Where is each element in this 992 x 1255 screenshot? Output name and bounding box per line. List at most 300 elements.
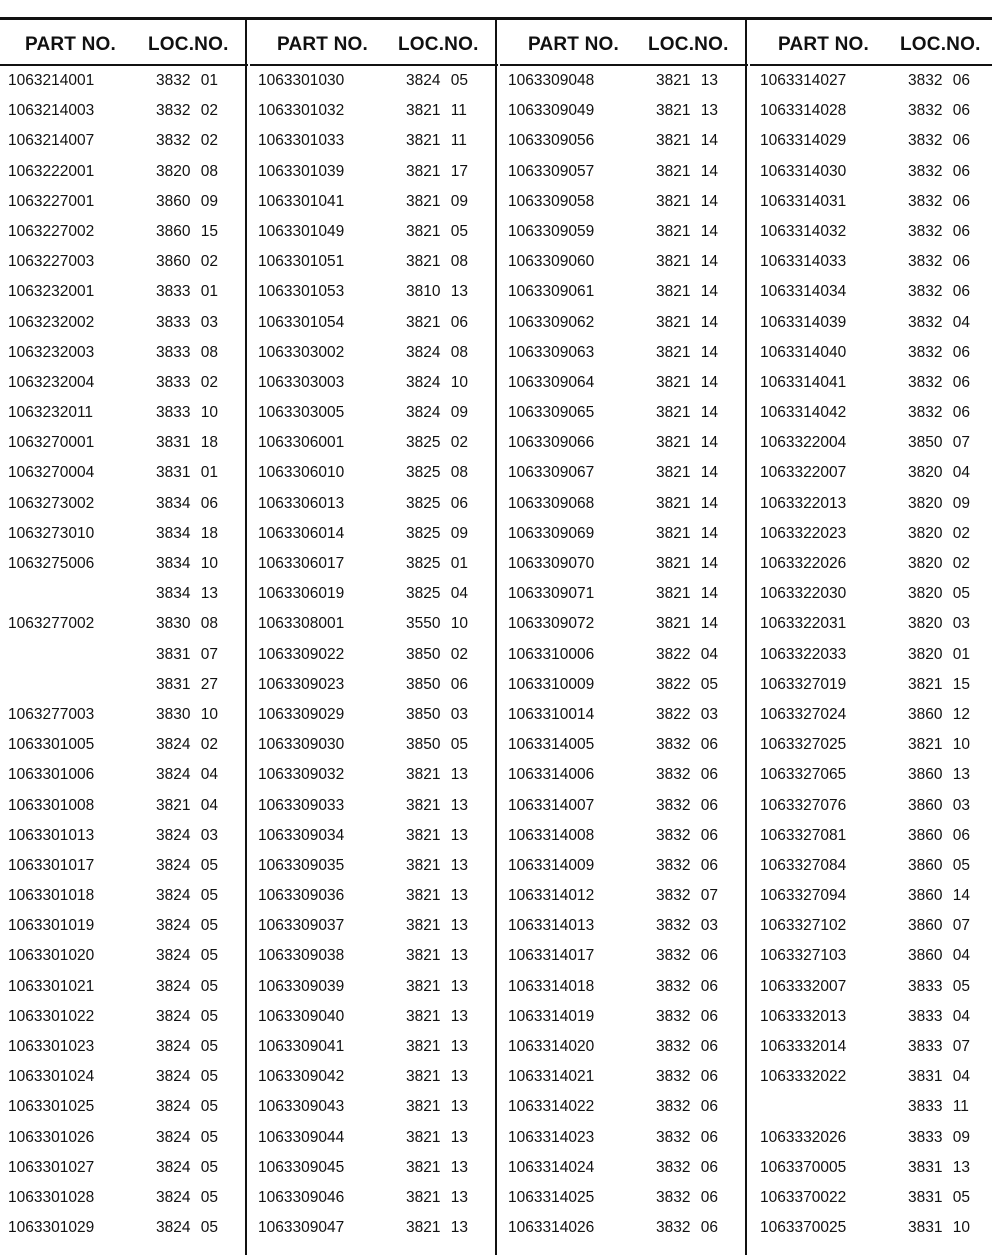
location-number: 3824 10: [406, 373, 469, 391]
part-number: 1063314020: [508, 1038, 595, 1055]
part-number: 1063306017: [258, 555, 345, 572]
location-number: 3821 14: [656, 615, 719, 633]
part-no-header: PART NO.: [277, 34, 368, 55]
table-row: [500, 338, 748, 368]
part-number: 1063309040: [258, 1007, 345, 1025]
table-row: [250, 489, 498, 519]
table-row: [0, 458, 248, 488]
location-number: 3824 05: [156, 1219, 219, 1237]
part-number: 1063314028: [760, 102, 847, 120]
table-row: [250, 96, 498, 126]
table-row: [750, 308, 992, 338]
location-number: 3832 06: [656, 977, 719, 995]
part-number: 1063322030: [760, 585, 847, 603]
location-number: 3825 08: [406, 464, 469, 482]
part-number: 1063309066: [508, 434, 595, 452]
table-row: [250, 157, 498, 187]
part-number: 1063327019: [760, 675, 847, 693]
location-number: 3824 05: [156, 1128, 219, 1146]
part-number: 1063327094: [760, 887, 847, 905]
part-number: 1063301024: [8, 1068, 95, 1086]
table-row: [250, 760, 498, 790]
table-row: [250, 126, 498, 156]
location-number: 3821 14: [656, 222, 719, 240]
table-row: [0, 277, 248, 307]
part-number: 1063309063: [508, 343, 595, 361]
part-number: 1063301033: [258, 132, 345, 150]
rows-container: [0, 66, 248, 1243]
location-number: 3821 13: [406, 856, 469, 874]
location-number: 3825 01: [406, 555, 469, 572]
location-number: 3860 07: [908, 917, 971, 935]
part-number: 1063314017: [508, 947, 595, 965]
table-row: [750, 640, 992, 670]
location-number: 3821 13: [656, 72, 719, 89]
table-row: [750, 881, 992, 911]
table-row: [250, 1153, 498, 1183]
table-row: [500, 187, 748, 217]
location-number: 3832 06: [656, 826, 719, 844]
location-number: 3834 18: [156, 524, 219, 542]
location-number: 3833 10: [156, 404, 219, 422]
location-number: 3821 11: [406, 102, 467, 120]
part-number: 1063301026: [8, 1128, 95, 1146]
table-row: [750, 458, 992, 488]
table-row: [750, 489, 992, 519]
part-number: 1063301021: [8, 977, 95, 995]
location-number: 3820 03: [908, 615, 971, 633]
table-row: [0, 730, 248, 760]
location-number: 3831 27: [156, 675, 219, 693]
table-row: [0, 1153, 248, 1183]
loc-no-header: LOC.NO.: [900, 34, 981, 55]
part-number: 1063309065: [508, 404, 595, 422]
location-number: 3824 05: [156, 1038, 219, 1055]
table-row: [0, 96, 248, 126]
part-no-header: PART NO.: [528, 34, 619, 55]
location-number: 3832 06: [656, 947, 719, 965]
location-number: 3821 14: [656, 464, 719, 482]
location-number: 3821 17: [406, 162, 469, 180]
loc-no-header: LOC.NO.: [648, 34, 729, 55]
part-number: 1063309042: [258, 1068, 345, 1086]
table-row: [0, 489, 248, 519]
location-number: 3832 06: [656, 1219, 719, 1237]
part-number: 1063232004: [8, 373, 95, 391]
location-number: 3832 04: [908, 313, 971, 331]
table-row: [0, 338, 248, 368]
table-row: [500, 1092, 748, 1122]
part-number: 1063301006: [8, 766, 95, 784]
location-number: 3821 14: [656, 404, 719, 422]
part-number: 1063275006: [8, 555, 95, 572]
table-row: [0, 851, 248, 881]
table-row: [0, 1002, 248, 1032]
part-number: 1063314026: [508, 1219, 595, 1237]
table-row: [250, 1183, 498, 1213]
location-number: 3833 09: [908, 1128, 971, 1146]
part-number: 1063306014: [258, 524, 345, 542]
part-number: 1063301039: [258, 162, 345, 180]
location-number: 3860 04: [908, 947, 971, 965]
part-number: 1063273002: [8, 494, 95, 512]
table-row: [750, 247, 992, 277]
part-number: 1063327103: [760, 947, 847, 965]
part-number: 1063322033: [760, 645, 847, 663]
part-number: 1063301019: [8, 917, 95, 935]
location-number: 3831 13: [908, 1158, 971, 1176]
part-number: 1063327024: [760, 705, 847, 723]
table-row: [250, 1032, 498, 1062]
part-number: 1063301008: [8, 796, 95, 814]
table-row: [500, 911, 748, 941]
part-number: 1063301030: [258, 72, 345, 89]
part-number: 1063309064: [508, 373, 595, 391]
location-number: 3821 14: [656, 283, 719, 301]
location-number: 3850 05: [406, 736, 469, 754]
column-header: [750, 18, 992, 66]
location-number: 3821 13: [656, 102, 719, 120]
column-header: [500, 18, 748, 66]
part-number: 1063370005: [760, 1158, 847, 1176]
location-number: 3833 07: [908, 1038, 971, 1055]
table-row: [750, 609, 992, 639]
part-number: 1063301028: [8, 1188, 95, 1206]
rows-container: [750, 66, 992, 1243]
location-number: 3821 14: [656, 313, 719, 331]
part-number: 1063309049: [508, 102, 595, 120]
table-row: [250, 398, 498, 428]
location-number: 3850 07: [908, 434, 971, 452]
location-number: 3831 01: [156, 464, 219, 482]
location-number: 3824 05: [156, 917, 219, 935]
location-number: 3821 13: [406, 766, 469, 784]
table-row: [500, 96, 748, 126]
table-row: [750, 972, 992, 1002]
part-number: 1063303002: [258, 343, 345, 361]
part-number: 1063322023: [760, 524, 847, 542]
parts-column-1: [0, 18, 248, 1243]
location-number: 3821 13: [406, 887, 469, 905]
table-row: [750, 157, 992, 187]
location-number: 3832 06: [908, 192, 971, 210]
part-number: 1063309041: [258, 1038, 345, 1055]
location-number: 3850 02: [406, 645, 469, 663]
part-number: 1063301013: [8, 826, 95, 844]
part-number: 1063309047: [258, 1219, 345, 1237]
table-row: [0, 549, 248, 579]
part-number: 1063301032: [258, 102, 345, 120]
location-number: 3820 05: [908, 585, 971, 603]
location-number: 3834 10: [156, 555, 219, 572]
part-number: 1063309044: [258, 1128, 345, 1146]
part-number: 1063301054: [258, 313, 345, 331]
location-number: 3824 05: [406, 72, 469, 89]
table-row: [250, 338, 498, 368]
location-number: 3860 06: [908, 826, 971, 844]
part-number: 1063314024: [508, 1158, 595, 1176]
table-row: [250, 66, 498, 96]
table-row: [500, 579, 748, 609]
part-number: 1063273010: [8, 524, 95, 542]
location-number: 3821 13: [406, 1098, 469, 1116]
table-row: [250, 881, 498, 911]
part-number: 1063301029: [8, 1219, 95, 1237]
location-number: 3824 05: [156, 1068, 219, 1086]
location-number: 3820 02: [908, 555, 971, 572]
location-number: 3831 05: [908, 1188, 971, 1206]
location-number: 3822 03: [656, 705, 719, 723]
table-row: [250, 579, 498, 609]
table-row: [0, 881, 248, 911]
part-number: 1063314008: [508, 826, 595, 844]
table-row: [500, 157, 748, 187]
part-no-header: PART NO.: [778, 34, 869, 55]
location-number: 3821 13: [406, 917, 469, 935]
table-row: [750, 821, 992, 851]
table-row: [750, 1123, 992, 1153]
part-number: 1063314006: [508, 766, 595, 784]
table-row: [500, 368, 748, 398]
location-number: 3832 06: [656, 796, 719, 814]
part-number: 1063309045: [258, 1158, 345, 1176]
table-row: [250, 670, 498, 700]
location-number: 3860 14: [908, 887, 971, 905]
table-row: [0, 1092, 248, 1122]
location-number: 3833 04: [908, 1007, 971, 1025]
part-number: 1063301005: [8, 736, 95, 754]
table-row: [500, 398, 748, 428]
part-number: 1063309023: [258, 675, 345, 693]
part-number: 1063322007: [760, 464, 847, 482]
location-number: 3832 07: [656, 887, 719, 905]
part-number: 1063309029: [258, 705, 345, 723]
table-row: [500, 519, 748, 549]
table-row: [0, 640, 248, 670]
part-number: 1063332007: [760, 977, 847, 995]
location-number: 3821 14: [656, 434, 719, 452]
location-number: 3821 13: [406, 1158, 469, 1176]
part-number: 1063314025: [508, 1188, 595, 1206]
table-row: [500, 851, 748, 881]
parts-column-4: [750, 18, 992, 1243]
part-number: 1063270004: [8, 464, 95, 482]
part-number: 1063314029: [760, 132, 847, 150]
table-row: [250, 609, 498, 639]
location-number: 3821 15: [908, 675, 971, 693]
part-number: 1063309068: [508, 494, 595, 512]
location-number: 3832 06: [908, 404, 971, 422]
table-row: [750, 1153, 992, 1183]
location-number: 3860 12: [908, 705, 971, 723]
part-number: 1063310006: [508, 645, 595, 663]
location-number: 3832 02: [156, 132, 219, 150]
location-number: 3821 10: [908, 736, 971, 754]
part-number: 1063309062: [508, 313, 595, 331]
part-number: 1063310014: [508, 705, 595, 723]
part-number: 1063303003: [258, 373, 345, 391]
part-number: 1063301020: [8, 947, 95, 965]
location-number: 3821 11: [406, 132, 467, 150]
location-number: 3824 09: [406, 404, 469, 422]
part-number: 1063309032: [258, 766, 345, 784]
part-number: 1063314013: [508, 917, 595, 935]
table-row: [750, 277, 992, 307]
part-number: 1063314012: [508, 887, 595, 905]
part-no-header: PART NO.: [25, 34, 116, 55]
table-row: [250, 428, 498, 458]
location-number: 3824 05: [156, 856, 219, 874]
table-row: [500, 1153, 748, 1183]
table-row: [750, 911, 992, 941]
location-number: 3832 06: [908, 253, 971, 271]
part-number: 1063314030: [760, 162, 847, 180]
part-number: 1063309046: [258, 1188, 345, 1206]
location-number: 3850 03: [406, 705, 469, 723]
table-row: [750, 1183, 992, 1213]
column-header: [250, 18, 498, 66]
table-row: [500, 881, 748, 911]
location-number: 3832 06: [656, 1038, 719, 1055]
location-number: 3821 14: [656, 524, 719, 542]
location-number: 3832 06: [908, 343, 971, 361]
part-number: 1063322026: [760, 555, 847, 572]
table-row: [500, 458, 748, 488]
location-number: 3821 13: [406, 796, 469, 814]
location-number: 3832 06: [656, 736, 719, 754]
table-row: [750, 670, 992, 700]
table-row: [250, 458, 498, 488]
table-row: [500, 247, 748, 277]
table-row: [750, 428, 992, 458]
table-row: [750, 126, 992, 156]
part-number: 1063309035: [258, 856, 345, 874]
location-number: 3832 06: [656, 1158, 719, 1176]
location-number: 3860 03: [908, 796, 971, 814]
location-number: 3824 05: [156, 1188, 219, 1206]
table-row: [0, 308, 248, 338]
table-row: [0, 1062, 248, 1092]
table-row: [0, 1123, 248, 1153]
location-number: 3850 06: [406, 675, 469, 693]
table-row: [500, 1123, 748, 1153]
table-row: [750, 338, 992, 368]
table-row: [250, 217, 498, 247]
table-row: [250, 187, 498, 217]
part-number: 1063310009: [508, 675, 595, 693]
location-number: 3821 14: [656, 162, 719, 180]
location-number: 3860 02: [156, 253, 219, 271]
location-number: 3832 06: [908, 72, 971, 89]
table-row: [750, 730, 992, 760]
table-row: [750, 519, 992, 549]
table-row: [750, 549, 992, 579]
part-number: 1063306001: [258, 434, 345, 452]
location-number: 3821 08: [406, 253, 469, 271]
table-row: [750, 187, 992, 217]
location-number: 3832 06: [656, 1188, 719, 1206]
table-row: [0, 700, 248, 730]
table-row: [750, 66, 992, 96]
part-number: 1063314021: [508, 1068, 595, 1086]
part-number: 1063332013: [760, 1007, 847, 1025]
table-row: [0, 247, 248, 277]
loc-no-header: LOC.NO.: [148, 34, 229, 55]
location-number: 3832 06: [908, 373, 971, 391]
location-number: 3821 13: [406, 826, 469, 844]
part-number: 1063309030: [258, 736, 345, 754]
part-number: 1063309048: [508, 72, 595, 89]
location-number: 3832 06: [656, 1098, 719, 1116]
location-number: 3825 06: [406, 494, 469, 512]
table-row: [250, 519, 498, 549]
table-row: [250, 911, 498, 941]
location-number: 3824 05: [156, 1158, 219, 1176]
part-number: 1063332014: [760, 1038, 847, 1055]
location-number: 3831 07: [156, 645, 219, 663]
table-row: [250, 972, 498, 1002]
table-row: [500, 66, 748, 96]
location-number: 3821 14: [656, 373, 719, 391]
location-number: 3821 05: [406, 222, 469, 240]
part-number: 1063270001: [8, 434, 95, 452]
table-row: [500, 700, 748, 730]
part-number: 1063327081: [760, 826, 847, 844]
table-row: [500, 972, 748, 1002]
table-row: [750, 1002, 992, 1032]
part-number: 1063314034: [760, 283, 847, 301]
part-number: 1063309033: [258, 796, 345, 814]
table-row: [500, 730, 748, 760]
part-number: 1063309069: [508, 524, 595, 542]
part-number: 1063309060: [508, 253, 595, 271]
parts-column-2: [250, 18, 498, 1243]
location-number: 3820 01: [908, 645, 971, 663]
location-number: 3824 05: [156, 977, 219, 995]
location-number: 3832 06: [656, 856, 719, 874]
part-number: 1063222001: [8, 162, 95, 180]
part-number: 1063332026: [760, 1128, 847, 1146]
part-number: 1063301053: [258, 283, 345, 301]
table-row: [0, 579, 248, 609]
location-number: 3821 13: [406, 1128, 469, 1146]
part-number: 1063322031: [760, 615, 847, 633]
table-row: [500, 670, 748, 700]
location-number: 3824 05: [156, 887, 219, 905]
table-row: [750, 1062, 992, 1092]
location-number: 3832 06: [656, 1007, 719, 1025]
part-number: 1063309039: [258, 977, 345, 995]
table-row: [750, 579, 992, 609]
location-number: 3824 04: [156, 766, 219, 784]
part-number: 1063301049: [258, 222, 345, 240]
location-number: 3820 02: [908, 524, 971, 542]
location-number: 3821 14: [656, 494, 719, 512]
table-row: [750, 368, 992, 398]
table-row: [0, 398, 248, 428]
location-number: 3824 02: [156, 736, 219, 754]
table-row: [0, 760, 248, 790]
part-number: 1063322013: [760, 494, 847, 512]
table-row: [500, 1032, 748, 1062]
part-number: 1063301041: [258, 192, 345, 210]
table-row: [250, 1092, 498, 1122]
table-row: [0, 1032, 248, 1062]
part-number: 1063214007: [8, 132, 95, 150]
location-number: 3825 04: [406, 585, 469, 603]
table-row: [750, 941, 992, 971]
location-number: 3833 08: [156, 343, 219, 361]
